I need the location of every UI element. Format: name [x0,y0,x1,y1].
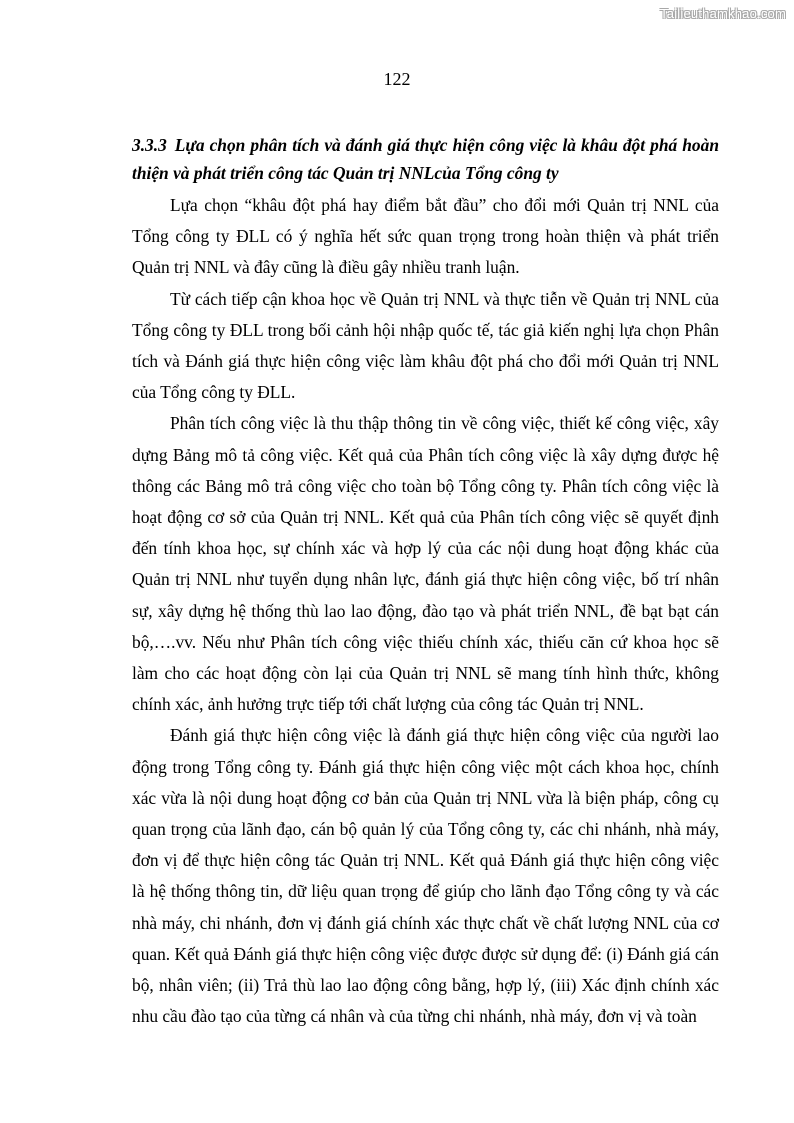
watermark: Tailieuthamkhao.com [660,6,786,21]
section-title: Lựa chọn phân tích và đánh giá thực hiện công việc là khâu đột phá hoàn thiện và phát triển công tác Quản trị NNLcủa Tổng công ty [132,135,719,183]
paragraph-1: Lựa chọn “khâu đột phá hay điểm bắt đầu” cho đổi mới Quản trị NNL của Tổng công ty ĐLL có ý nghĩa hết sức quan trọng trong hoàn thiện và phát triển Quản trị NNL và đây cũng là điều gây nhiều tranh luận. [132,195,719,278]
paragraph-2: Từ cách tiếp cận khoa học về Quản trị NNL và thực tiễn về Quản trị NNL của Tổng công ty ĐLL trong bối cảnh hội nhập quốc tế, tác giả kiến nghị lựa chọn Phân tích và Đánh giá thực hiện công việc làm khâu đột phá cho đổi mới Quản trị NNL của Tổng công ty ĐLL. [132,288,719,403]
page-number: 122 [383,69,411,89]
document-body [132,131,719,1032]
section-heading [132,131,719,187]
paragraph-4: Đánh giá thực hiện công việc là đánh giá thực hiện công việc của người lao động trong Tổng công ty. Đánh giá thực hiện công việc một cách khoa học, chính xác vừa là nội dung hoạt động cơ bản của Quản trị NNL vừa là biện pháp, công cụ quan trọng của lãnh đạo, cán bộ quản lý của Tổng công ty, các chi nhánh, nhà máy, đơn vị để thực hiện công tác Quản trị NNL. Kết quả Đánh giá thực hiện công việc là hệ thống thông tin, dữ liệu quan trọng để giúp cho lãnh đạo Tổng công ty và các nhà máy, chi nhánh, đơn vị đánh giá chính xác thực chất về chất lượng NNL của cơ quan. Kết quả Đánh giá thực hiện công việc được được sử dụng để: (i) Đánh giá cán bộ, nhân viên; (ii) Trả thù lao lao động công bằng, hợp lý, (iii) Xác định chính xác nhu cầu đào tạo của từng cá nhân và của từng chi nhánh, nhà máy, đơn vị và toàn [132,725,719,1027]
section-number: 3.3.3 [132,135,167,155]
paragraph-3: Phân tích công việc là thu thập thông tin về công việc, thiết kế công việc, xây dựng Bảng mô tả công việc. Kết quả của Phân tích công việc là xây dựng được hệ thông các Bảng mô trả công việc cho toàn bộ Tổng công ty. Phân tích công việc là hoạt động cơ sở của Quản trị NNL. Kết quả của Phân tích công việc sẽ quyết định đến tính khoa học, sự chính xác và hợp lý của các nội dung hoạt động khác của Quản trị NNL như tuyển dụng nhân lực, đánh giá thực hiện công việc, bố trí nhân sự, xây dựng hệ thống thù lao lao động, đào tạo và phát triển NNL, đề bạt bạt cán bộ,….vv. Nếu như Phân tích công việc thiếu chính xác, thiếu căn cứ khoa học sẽ làm cho các hoạt động còn lại của Quản trị NNL sẽ mang tính hình thức, không chính xác, ảnh hưởng trực tiếp tới chất lượng của công tác Quản trị NNL. [132,413,719,715]
